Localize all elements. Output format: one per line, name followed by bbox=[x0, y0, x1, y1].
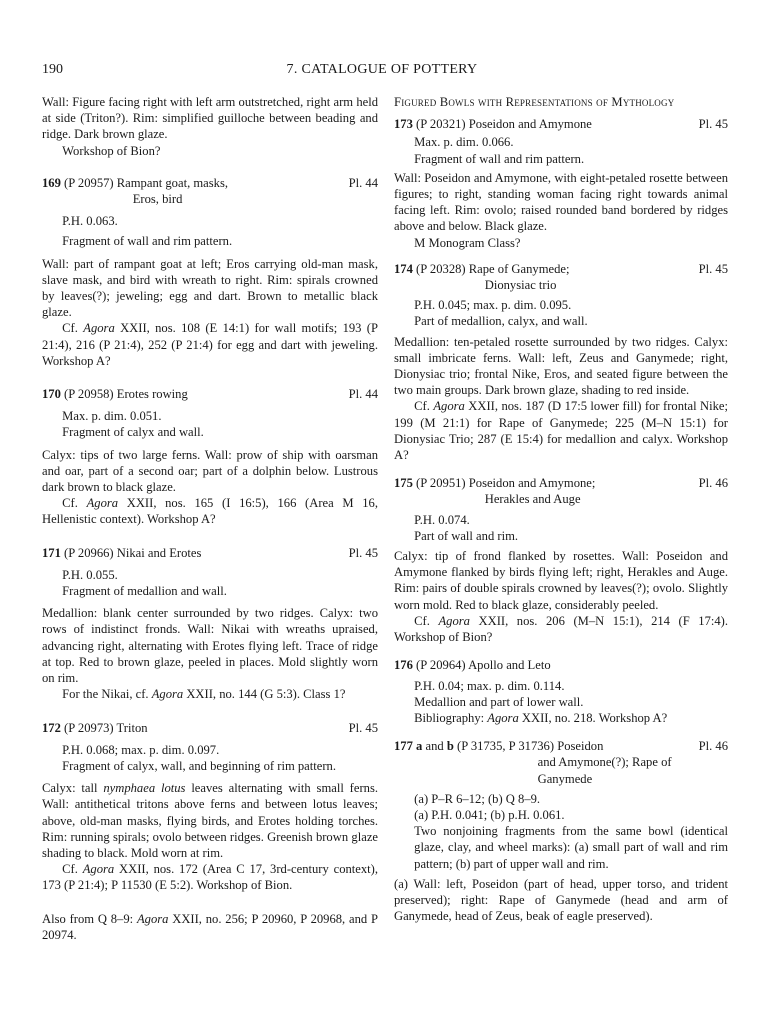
entry-number: 176 bbox=[394, 658, 413, 673]
dimensions: Max. p. dim. 0.051. bbox=[62, 409, 162, 424]
fragment-note: Medallion and part of lower wall. bbox=[414, 694, 584, 709]
entry-heading bbox=[42, 175, 378, 207]
inventory-number: (P 20328) bbox=[416, 261, 466, 276]
fragment-note: Fragment of wall and rim pattern. bbox=[414, 151, 585, 166]
comparanda: For the Nikai, cf. Agora XXII, no. 144 (G 5:3). Class 1? bbox=[62, 687, 346, 702]
entry-heading bbox=[394, 116, 728, 132]
entry-title: Rampant goat, masks, bbox=[116, 175, 228, 190]
entry-title: Nikai and Erotes bbox=[116, 545, 202, 560]
plate-ref: Pl. 44 bbox=[348, 175, 378, 190]
inventory-number: (P 20973) bbox=[64, 720, 114, 735]
deposit: (a) P–R 6–12; (b) Q 8–9. bbox=[414, 791, 541, 806]
fragment-note: Fragment of wall and rim pattern. bbox=[62, 234, 233, 249]
dimensions: P.H. 0.068; max. p. dim. 0.097. bbox=[62, 742, 220, 757]
inventory-number: (P 31735, P 31736) bbox=[457, 739, 555, 754]
entry-title: Rape of Ganymede; bbox=[468, 261, 570, 276]
comparanda: Cf. Agora XXII, nos. 206 (M–N 15:1), 214 (F 17:4). Workshop of Bion? bbox=[394, 613, 728, 645]
inventory-number: (P 20966) bbox=[64, 545, 114, 560]
entry-number: 175 bbox=[394, 476, 413, 491]
plate-ref: Pl. 44 bbox=[348, 387, 378, 402]
entry-number: 171 bbox=[42, 545, 61, 560]
entry-171 bbox=[42, 545, 378, 703]
plate-ref: Pl. 46 bbox=[698, 739, 728, 754]
bibliography: Bibliography: Agora XXII, no. 218. Workshop A? bbox=[414, 710, 668, 725]
fragment-note: Two nonjoining fragments from the same bowl (identical glaze, clay, and wheel marks): (a) small part of wall and rim pattern; (b) part of upper wall and rim. bbox=[414, 824, 728, 871]
entry-number: 172 bbox=[42, 720, 61, 735]
description: Wall: part of rampant goat at left; Eros carrying old-man mask, slave mask, and bird with wreath to right. Rim: spirals crowned by leaves(?); jeweling; egg and dart. Brown to metallic black glaze. bbox=[42, 256, 378, 320]
inventory-number: (P 20321) bbox=[416, 117, 466, 132]
dimensions: P.H. 0.04; max. p. dim. 0.114. bbox=[414, 678, 565, 693]
entry-number: 174 bbox=[394, 261, 413, 276]
description: Medallion: ten-petaled rosette surrounded by two ridges. Calyx: small imbricate ferns. Wall: left, Zeus and Ganymede; right, Dionysiac trio; frontal Nike, Eros, and seated figure between the two main groups. Dark brown glaze, shading to red inside. bbox=[394, 334, 728, 398]
comparanda: Cf. Agora XXII, nos. 165 (I 16:5), 166 (Area M 16, Hellenistic context). Workshop A? bbox=[42, 496, 378, 527]
dimensions: (a) P.H. 0.041; (b) p.H. 0.061. bbox=[414, 807, 565, 822]
entry-173 bbox=[394, 116, 728, 251]
plate-ref: Pl. 45 bbox=[348, 720, 378, 735]
fragment-note: Fragment of calyx and wall. bbox=[62, 425, 204, 440]
dimensions: P.H. 0.063. bbox=[62, 214, 118, 229]
plate-ref: Pl. 45 bbox=[698, 261, 728, 276]
also-from-note: Also from Q 8–9: Agora XXII, no. 256; P 20960, P 20968, and P 20974. bbox=[42, 911, 378, 942]
comparanda: Cf. Agora XXII, nos. 172 (Area C 17, 3rd-century context), 173 (P 21:4); P 11530 (E 5:2). Workshop of Bion. bbox=[42, 862, 379, 893]
description: Calyx: tip of frond flanked by rosettes. Wall: Poseidon and Amymone flanked by birds flying left; right, Herakles and Auge. Rim: pairs of double spirals crowned by leaves(?); ovolo. Slightly worn mold. Red to black glaze, considerably peeled. bbox=[394, 549, 728, 612]
fragment-note: Fragment of medallion and wall. bbox=[62, 584, 227, 599]
fragment-note: Fragment of calyx, wall, and beginning of rim pattern. bbox=[62, 758, 336, 773]
entry-172 bbox=[42, 720, 378, 894]
description: Wall: Poseidon and Amymone, with eight-petaled rosette between figures; to right, standing woman facing right towards animal facing left. Rim: ovolo; raised rounded band bordered by ridges above and below. Black glaze. bbox=[394, 170, 728, 234]
comparanda: Cf. Agora XXII, nos. 187 (D 17:5 lower fill) for frontal Nike; 199 (M 21:1) for Rape of Ganymede; 225 (M–N 15:1) for Dionysiac Trio; 287 (E 15:4) for medallion and calyx. Workshop A? bbox=[394, 399, 728, 463]
description: Calyx: tall nymphaea lotus leaves alternating with small ferns. Wall: antithetical tritons above ferns and between lotus leaves; above, old-man masks, flying birds, and Erotes holding torches. Rim: running spirals; ovolo between ridges. Greenish brown glaze shading to black. Mold worn at rim. bbox=[42, 781, 379, 860]
plate-ref: Pl. 45 bbox=[698, 117, 728, 132]
entry-heading bbox=[42, 386, 378, 402]
entry-heading bbox=[42, 720, 378, 736]
entry-title: Poseidon and Amymone bbox=[468, 117, 592, 132]
section-heading: Figured Bowls with Representations of Mythology bbox=[394, 95, 675, 109]
carryover-text: Wall: Figure facing right with left arm outstretched, right arm held at side (Triton?). Rim: simplified guilloche between beading and ridge. Dark brown glaze. bbox=[42, 95, 378, 142]
description: Medallion: blank center surrounded by two ridges. Calyx: two rows of indistinct fronds. Wall: Nikai with wreaths upraised, advancing right, alternating with Erotes flying left. Trace of ridge at top. Red to brown glaze, peeled in places. Mold slightly worn on rim. bbox=[42, 606, 378, 686]
entry-177 bbox=[394, 738, 728, 924]
entry-title: Triton bbox=[116, 720, 148, 735]
dimensions: Max. p. dim. 0.066. bbox=[414, 135, 514, 150]
class-attribution: M Monogram Class? bbox=[414, 235, 521, 250]
entry-169 bbox=[42, 175, 378, 369]
entry-170 bbox=[42, 386, 378, 528]
inventory-number: (P 20964) bbox=[416, 658, 466, 673]
entry-title: Poseidon and Amymone; bbox=[468, 476, 596, 491]
entry-number: 177 a bbox=[394, 739, 423, 754]
entry-174 bbox=[394, 261, 728, 463]
dimensions: P.H. 0.055. bbox=[62, 567, 118, 582]
inventory-number: (P 20957) bbox=[64, 175, 114, 190]
dimensions: P.H. 0.074. bbox=[414, 512, 470, 527]
entry-title-cont: Herakles and Auge bbox=[484, 492, 581, 507]
entry-number: 173 bbox=[394, 117, 413, 132]
entry-heading bbox=[42, 545, 378, 561]
dimensions: P.H. 0.045; max. p. dim. 0.095. bbox=[414, 298, 572, 313]
entry-heading bbox=[394, 657, 728, 673]
comparanda: Cf. Agora XXII, nos. 108 (E 14:1) for wall motifs; 193 (P 21:4), 216 (P 21:4), 252 (P 21:4) for egg and dart with jeweling. Workshop A? bbox=[42, 321, 379, 368]
entry-heading: 177 a and b (P 31735, P 31736) Poseidon and Amymone(?); Rape of Ganymede Pl. 46 bbox=[394, 739, 728, 786]
left-column bbox=[42, 94, 378, 943]
description: Calyx: tips of two large ferns. Wall: prow of ship with oarsman and oar, part of a second oar; part of a dolphin below. Lustrous dark brown to black glaze. bbox=[42, 447, 378, 495]
entry-heading bbox=[394, 475, 728, 507]
entry-title-cont: Dionysiac trio bbox=[484, 278, 557, 293]
entry-title: Poseidon bbox=[557, 739, 604, 754]
entry-title: Apollo and Leto bbox=[468, 658, 551, 673]
fragment-note: Part of medallion, calyx, and wall. bbox=[414, 314, 588, 329]
plate-ref: Pl. 46 bbox=[698, 476, 728, 491]
description: (a) Wall: left, Poseidon (part of head, upper torso, and trident preserved); right: Rape of Ganymede (head and arm of Ganymede, head of Zeus, beak of eagle preserved). bbox=[394, 876, 728, 924]
right-column bbox=[394, 94, 728, 924]
entry-number: 169 bbox=[42, 175, 61, 190]
inventory-number: (P 20958) bbox=[64, 387, 114, 402]
entry-title-cont: and Amymone(?); Rape of Ganymede bbox=[537, 755, 672, 786]
entry-title: Erotes rowing bbox=[116, 387, 188, 402]
entry-heading bbox=[394, 261, 728, 293]
carryover-workshop: Workshop of Bion? bbox=[62, 143, 161, 158]
entry-title-cont: Eros, bird bbox=[132, 192, 183, 207]
page-number: 190 bbox=[42, 62, 63, 77]
fragment-note: Part of wall and rim. bbox=[414, 528, 519, 543]
running-title: 7. CATALOGUE OF POTTERY bbox=[286, 62, 478, 77]
entry-175 bbox=[394, 475, 728, 645]
entry-176 bbox=[394, 657, 728, 726]
plate-ref: Pl. 45 bbox=[348, 545, 378, 560]
entry-number: 170 bbox=[42, 387, 61, 402]
inventory-number: (P 20951) bbox=[416, 476, 466, 491]
